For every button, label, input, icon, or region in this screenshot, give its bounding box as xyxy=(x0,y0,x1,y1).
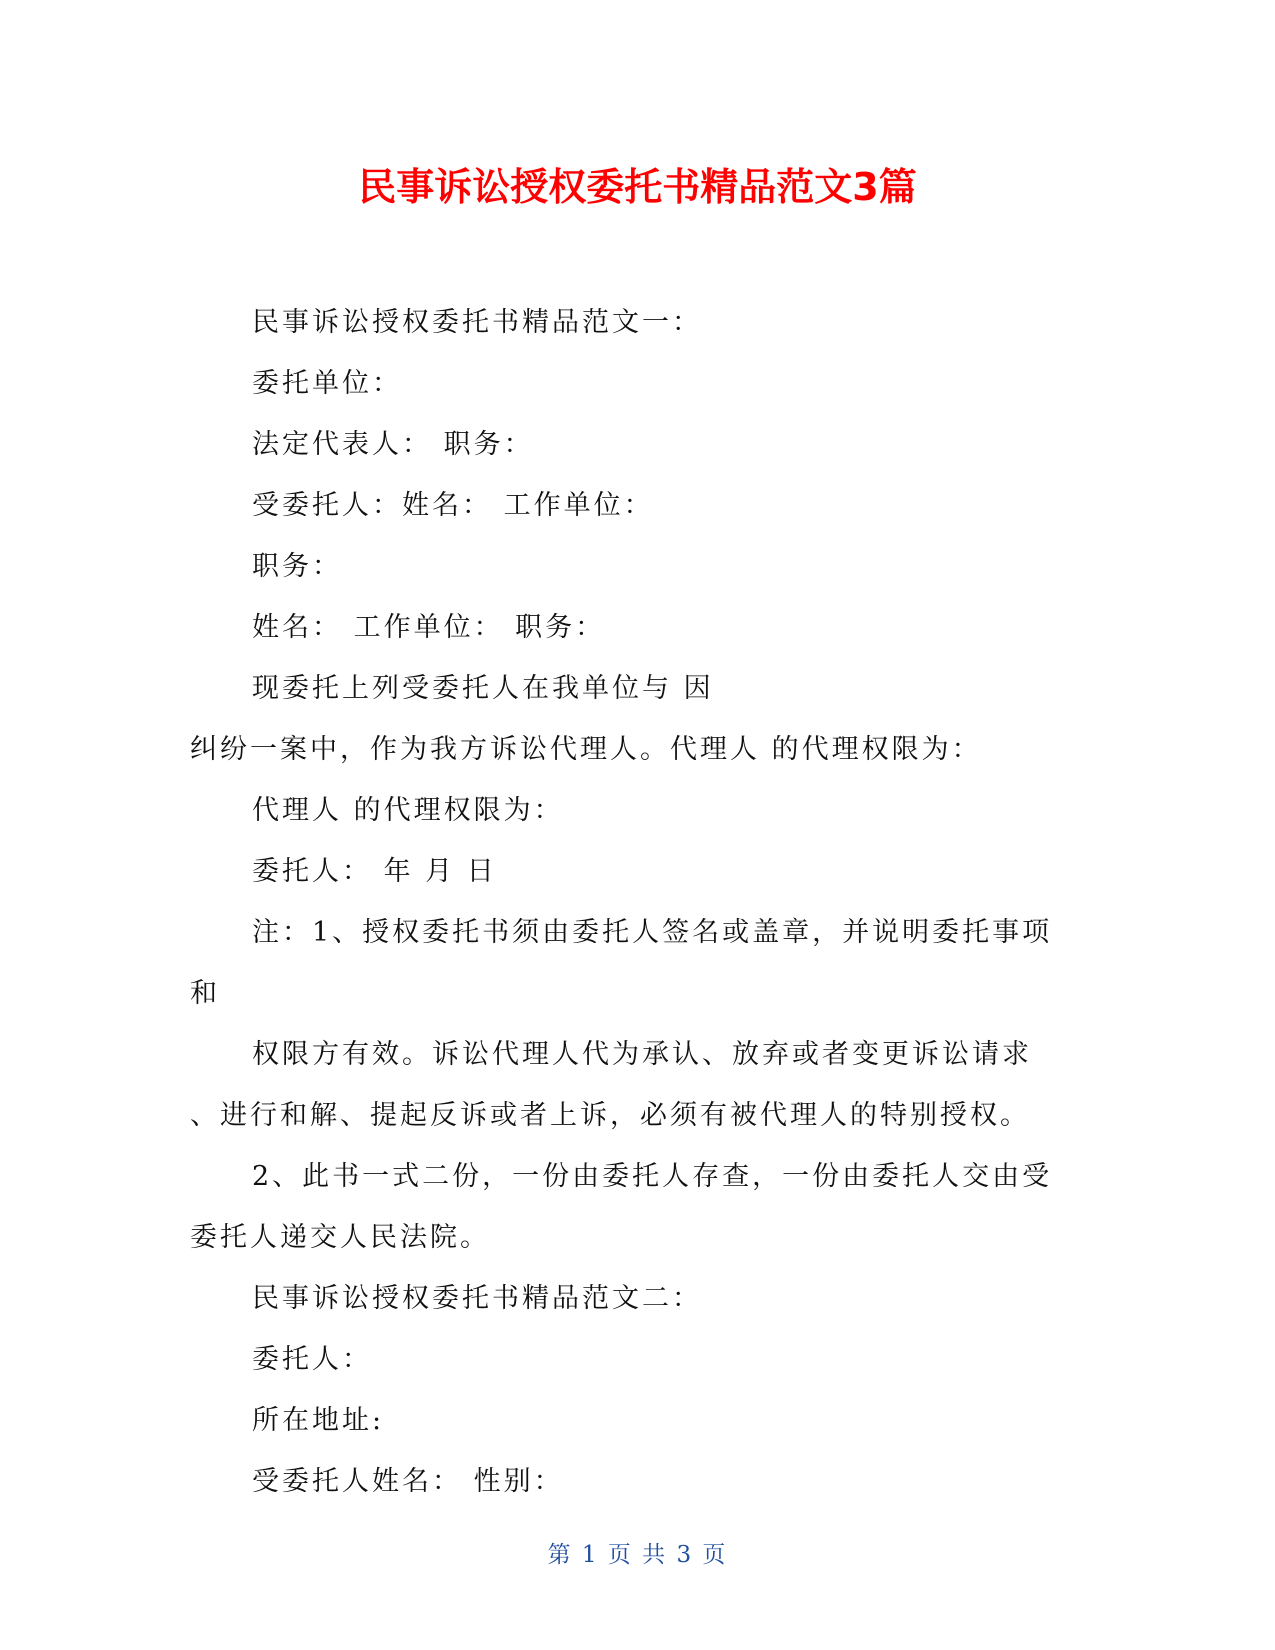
body-line: 纠纷一案中，作为我方诉讼代理人。代理人 的代理权限为： xyxy=(190,734,982,765)
document-body xyxy=(190,292,1080,1512)
body-line: 、进行和解、提起反诉或者上诉，必须有被代理人的特别授权。 xyxy=(190,1100,1030,1131)
body-line: 民事诉讼授权委托书精品范文二： xyxy=(252,1283,702,1314)
body-line: 权限方有效。诉讼代理人代为承认、放弃或者变更诉讼请求 xyxy=(252,1039,1032,1070)
body-line: 委托人： xyxy=(252,1344,372,1375)
body-line: 姓名： 工作单位： 职务： xyxy=(252,612,606,643)
body-line: 受委托人：姓名： 工作单位： xyxy=(252,490,654,521)
body-line: 代理人 的代理权限为： xyxy=(252,795,564,826)
body-line: 2、此书一式二份，一份由委托人存查，一份由委托人交由受 xyxy=(252,1161,1053,1192)
body-line: 所在地址: xyxy=(252,1405,385,1436)
body-line: 法定代表人： 职务： xyxy=(252,429,534,460)
body-line: 民事诉讼授权委托书精品范文一： xyxy=(252,307,702,338)
body-line: 和 xyxy=(190,978,220,1009)
document-title: 民事诉讼授权委托书精品范文3篇 xyxy=(358,165,917,209)
body-line: 委托人： 年 月 日 xyxy=(252,856,497,887)
body-line: 现委托上列受委托人在我单位与 因 xyxy=(252,673,714,704)
page-number-footer: 第 1 页 共 3 页 xyxy=(547,1542,728,1568)
body-line: 职务： xyxy=(252,551,342,582)
body-line: 注：1、授权委托书须由委托人签名或盖章，并说明委托事项 xyxy=(252,917,1053,948)
body-line: 受委托人姓名： 性别： xyxy=(252,1466,564,1497)
body-line: 委托人递交人民法院。 xyxy=(190,1222,490,1253)
body-line: 委托单位： xyxy=(252,368,402,399)
